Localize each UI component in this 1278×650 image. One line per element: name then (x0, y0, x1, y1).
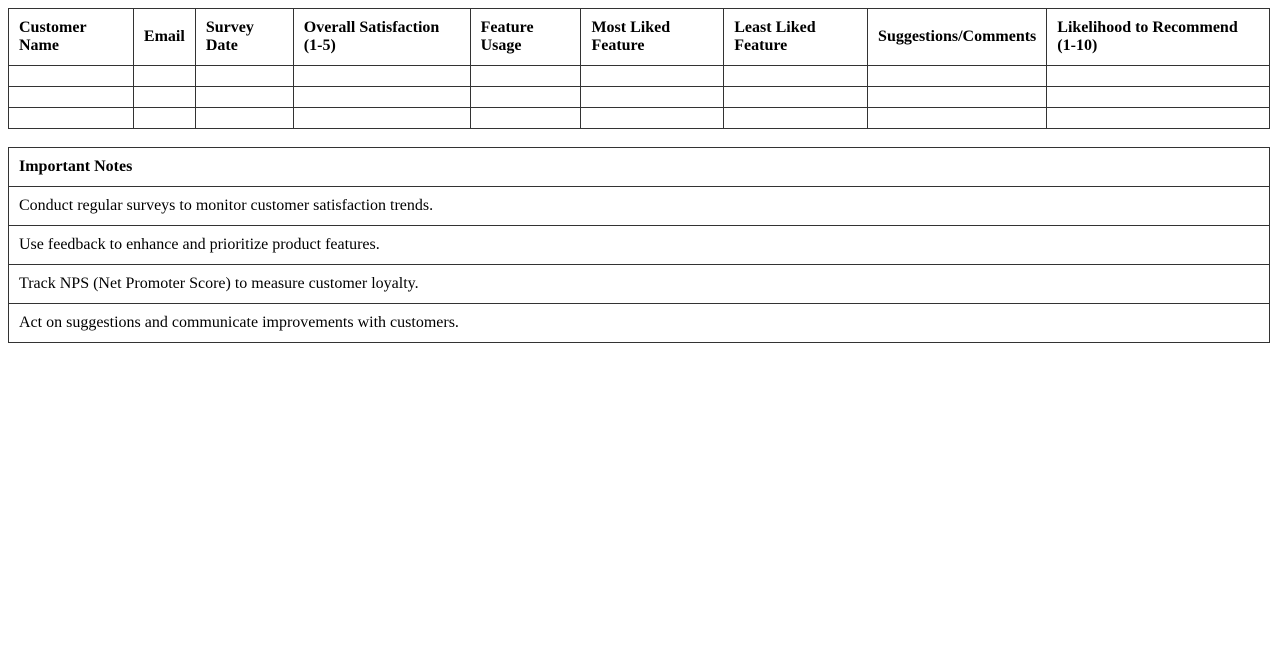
note-item: Track NPS (Net Promoter Score) to measure customer loyalty. (9, 265, 1270, 304)
survey-header-row (9, 9, 1270, 66)
header-likelihood-to-recommend: Likelihood to Recommend (1-10) (1047, 9, 1270, 66)
table-cell (293, 87, 470, 108)
table-cell (724, 66, 868, 87)
table-row (9, 66, 1270, 87)
table-cell (470, 66, 581, 87)
note-item: Use feedback to enhance and prioritize product features. (9, 226, 1270, 265)
header-most-liked-feature: Most Liked Feature (581, 9, 724, 66)
table-cell (195, 66, 293, 87)
table-cell (868, 87, 1047, 108)
header-least-liked-feature: Least Liked Feature (724, 9, 868, 66)
note-item: Act on suggestions and communicate improvements with customers. (9, 304, 1270, 343)
table-cell (1047, 108, 1270, 129)
table-cell (581, 87, 724, 108)
table-cell (1047, 87, 1270, 108)
header-customer-name: Customer Name (9, 9, 134, 66)
table-cell (470, 108, 581, 129)
header-suggestions-comments: Suggestions/Comments (868, 9, 1047, 66)
note-row (9, 226, 1270, 265)
table-cell (1047, 66, 1270, 87)
header-email: Email (133, 9, 195, 66)
header-feature-usage: Feature Usage (470, 9, 581, 66)
table-cell (195, 87, 293, 108)
table-cell (133, 87, 195, 108)
table-cell (9, 87, 134, 108)
table-cell (293, 66, 470, 87)
table-cell (9, 108, 134, 129)
note-row (9, 265, 1270, 304)
table-cell (724, 108, 868, 129)
table-cell (581, 108, 724, 129)
table-cell (293, 108, 470, 129)
note-row (9, 187, 1270, 226)
table-cell (581, 66, 724, 87)
notes-heading: Important Notes (9, 148, 1270, 187)
table-row (9, 108, 1270, 129)
survey-table (8, 8, 1270, 129)
table-row (9, 87, 1270, 108)
table-cell (868, 108, 1047, 129)
table-cell (470, 87, 581, 108)
table-cell (133, 66, 195, 87)
header-overall-satisfaction: Overall Satisfaction (1-5) (293, 9, 470, 66)
note-item: Conduct regular surveys to monitor customer satisfaction trends. (9, 187, 1270, 226)
note-row (9, 304, 1270, 343)
notes-header-row (9, 148, 1270, 187)
table-cell (724, 87, 868, 108)
table-cell (133, 108, 195, 129)
table-cell (868, 66, 1047, 87)
table-cell (195, 108, 293, 129)
notes-table (8, 147, 1270, 343)
header-survey-date: Survey Date (195, 9, 293, 66)
table-cell (9, 66, 134, 87)
